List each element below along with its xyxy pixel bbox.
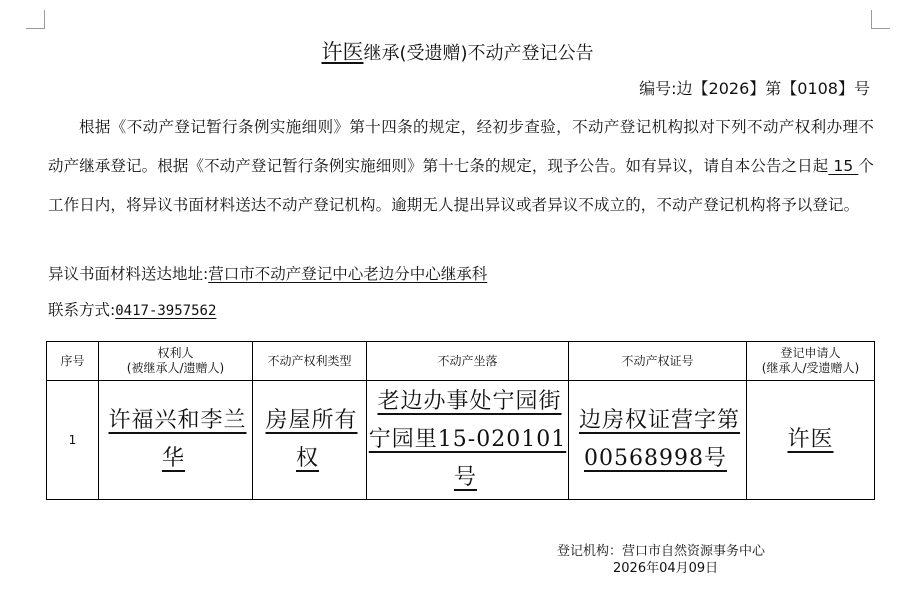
address-value: 营口市不动产登记中心老边分中心继承科 — [208, 265, 488, 283]
cell-cert — [569, 381, 747, 500]
header-holder — [99, 342, 253, 381]
cell-holder — [99, 381, 253, 500]
header-applicant-line2: (继承人/受遗赠人) — [761, 361, 860, 375]
contact-info — [48, 298, 216, 320]
applicant-name: 许医 — [787, 427, 834, 452]
cell-applicant — [747, 381, 875, 500]
registration-agency: 登记机构：营口市自然资源事务中心 — [557, 544, 766, 559]
header-applicant-line1: 登记申请人 — [780, 346, 841, 360]
right-type: 房屋所有权 — [265, 408, 358, 471]
table-header-row — [47, 342, 875, 381]
cell-seq: 1 — [47, 381, 99, 500]
title-text: 继承(受遗赠)不动产登记公告 — [363, 43, 594, 64]
body-part-2: 个工作日内，将异议书面材料送达不动产登记机构。逾期无人提出异议或者异议不成立的，不动产登记机构将予以登记。 — [48, 157, 874, 214]
holder-name: 许福兴和李兰华 — [108, 408, 247, 471]
notice-title — [0, 36, 915, 66]
body-part-1: 根据《不动产登记暂行条例实施细则》第十四条的规定，经初步查验，不动产登记机构拟对下列不动产权利办理不动产继承登记。根据《不动产登记暂行条例实施细则》第十七条的规定，现予公告。如有异议，请自本公告之日起 — [48, 118, 874, 175]
contact-value: 0417-3957562 — [115, 303, 217, 319]
cell-location — [367, 381, 569, 500]
certificate-number: 边房权证营字第00568998号 — [578, 408, 740, 471]
objection-days: 15 — [828, 157, 859, 175]
header-holder-line1: 权利人 — [157, 346, 194, 360]
crop-mark-top-left — [26, 10, 45, 29]
header-holder-line2: (被继承人/遗赠人) — [126, 361, 225, 375]
crop-mark-top-right — [871, 10, 890, 29]
registration-table — [46, 341, 875, 500]
property-location: 老边办事处宁园街宁园里15-020101号 — [368, 389, 567, 490]
notice-number: 编号:边【2026】第【0108】号 — [639, 79, 870, 98]
title-applicant-name: 许医 — [321, 40, 364, 64]
header-cert: 不动产权证号 — [569, 342, 747, 381]
header-applicant — [747, 342, 875, 381]
notice-body — [48, 108, 874, 225]
cell-type — [253, 381, 367, 500]
address-label: 异议书面材料送达地址: — [48, 265, 209, 283]
objection-address — [48, 262, 487, 284]
header-location: 不动产坐落 — [367, 342, 569, 381]
header-type: 不动产权利类型 — [253, 342, 367, 381]
notice-date: 2026年04月09日 — [613, 561, 719, 576]
header-seq: 序号 — [47, 342, 99, 381]
table-row — [47, 381, 875, 500]
contact-label: 联系方式: — [48, 301, 116, 319]
